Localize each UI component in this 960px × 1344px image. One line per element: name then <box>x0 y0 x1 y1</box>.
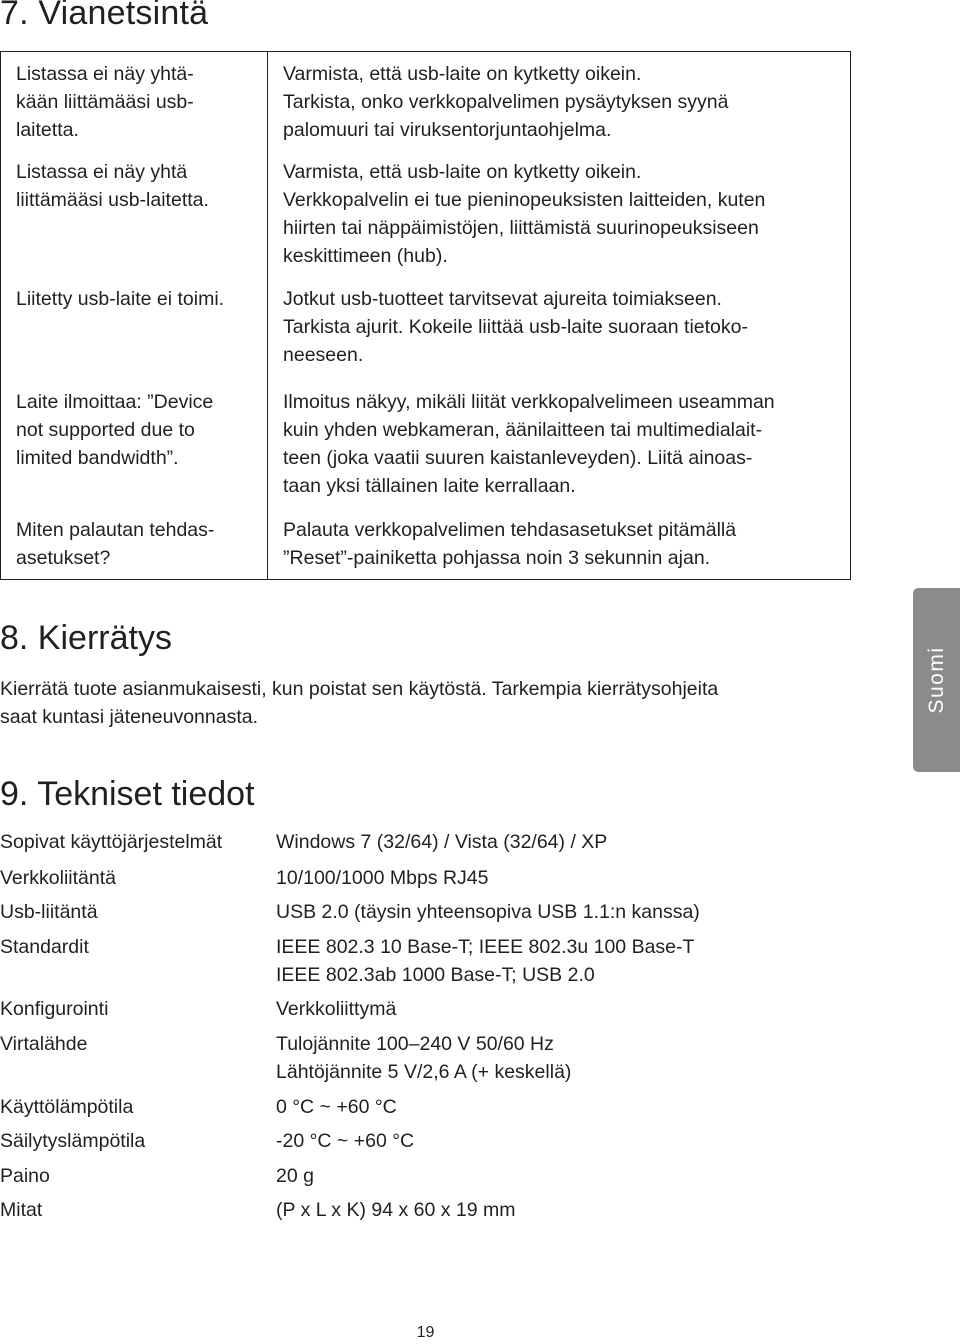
solution-cell: Varmista, että usb-laite on kytketty oikein. Verkkopalvelin ei tue pieninopeuksisten laitteiden, kuten hiirten tai näppäimistöjen, liittämistä suurinopeuksiseen keskittimeen (hub). <box>283 161 766 267</box>
section-title-specs: 9. Tekniset tiedot <box>0 775 255 813</box>
spec-value: IEEE 802.3 10 Base-T; IEEE 802.3u 100 Base-T IEEE 802.3ab 1000 Base-T; USB 2.0 <box>276 936 695 986</box>
spec-label: Paino <box>0 1165 50 1187</box>
problem-cell: Miten palautan tehdas- asetukset? <box>16 519 215 569</box>
spec-label: Verkkoliitäntä <box>0 867 116 889</box>
spec-value: Tulojännite 100–240 V 50/60 Hz Lähtöjännite 5 V/2,6 A (+ keskellä) <box>276 1033 572 1083</box>
spec-value: Windows 7 (32/64) / Vista (32/64) / XP <box>276 831 608 853</box>
section-title-recycling: 8. Kierrätys <box>0 619 172 657</box>
recycling-text: Kierrätä tuote asianmukaisesti, kun poistat sen käytöstä. Tarkempia kierrätysohjeita saat kuntasi jäteneuvonnasta. <box>0 678 719 728</box>
spec-label: Mitat <box>0 1199 43 1221</box>
language-tab-label: Suomi <box>924 646 948 714</box>
solution-cell: Ilmoitus näkyy, mikäli liität verkkopalvelimeen useamman kuin yhden webkameran, äänilaitteen tai multimedialait- teen (joka vaatii suuren kaistanleveyden). Liitä ainoas- taan yksi tällainen laite kerrallaan. <box>283 391 775 497</box>
solution-cell: Palauta verkkopalvelimen tehdasasetukset pitämällä ”Reset”-painiketta pohjassa noin 3 sekunnin ajan. <box>283 519 737 569</box>
language-tab <box>913 588 960 772</box>
section-title-troubleshooting: 7. Vianetsintä <box>0 0 209 32</box>
problem-cell: Laite ilmoittaa: ”Device not supported due to limited bandwidth”. <box>16 391 214 469</box>
troubleshooting-table <box>0 51 851 580</box>
problem-cell: Listassa ei näy yhtä liittämääsi usb-laitetta. <box>16 161 209 211</box>
spec-value: Verkkoliittymä <box>276 998 397 1020</box>
spec-value: 0 °C ~ +60 °C <box>276 1096 397 1118</box>
spec-value: 10/100/1000 Mbps RJ45 <box>276 867 489 889</box>
spec-label: Standardit <box>0 936 89 958</box>
solution-cell: Jotkut usb-tuotteet tarvitsevat ajureita toimiakseen. Tarkista ajurit. Kokeile liittää usb-laite suoraan tietoko- neeseen. <box>283 288 748 366</box>
spec-value: -20 °C ~ +60 °C <box>276 1130 415 1152</box>
spec-label: Käyttölämpötila <box>0 1096 134 1118</box>
problem-cell: Liitetty usb-laite ei toimi. <box>16 288 225 310</box>
table-column-divider <box>267 52 268 579</box>
problem-cell: Listassa ei näy yhtä- kään liittämääsi usb- laitetta. <box>16 63 194 141</box>
spec-label: Usb-liitäntä <box>0 901 98 923</box>
spec-label: Konfigurointi <box>0 998 109 1020</box>
page-number: 19 <box>416 1324 435 1341</box>
spec-label: Sopivat käyttöjärjestelmät <box>0 831 223 853</box>
spec-value: USB 2.0 (täysin yhteensopiva USB 1.1:n kanssa) <box>276 901 700 923</box>
spec-value: 20 g <box>276 1165 314 1187</box>
spec-label: Virtalähde <box>0 1033 88 1055</box>
solution-cell: Varmista, että usb-laite on kytketty oikein. Tarkista, onko verkkopalvelimen pysäytyksen syynä palomuuri tai viruksentorjuntaohjelma. <box>283 63 729 141</box>
spec-value: (P x L x K) 94 x 60 x 19 mm <box>276 1199 516 1221</box>
spec-label: Säilytyslämpötila <box>0 1130 146 1152</box>
